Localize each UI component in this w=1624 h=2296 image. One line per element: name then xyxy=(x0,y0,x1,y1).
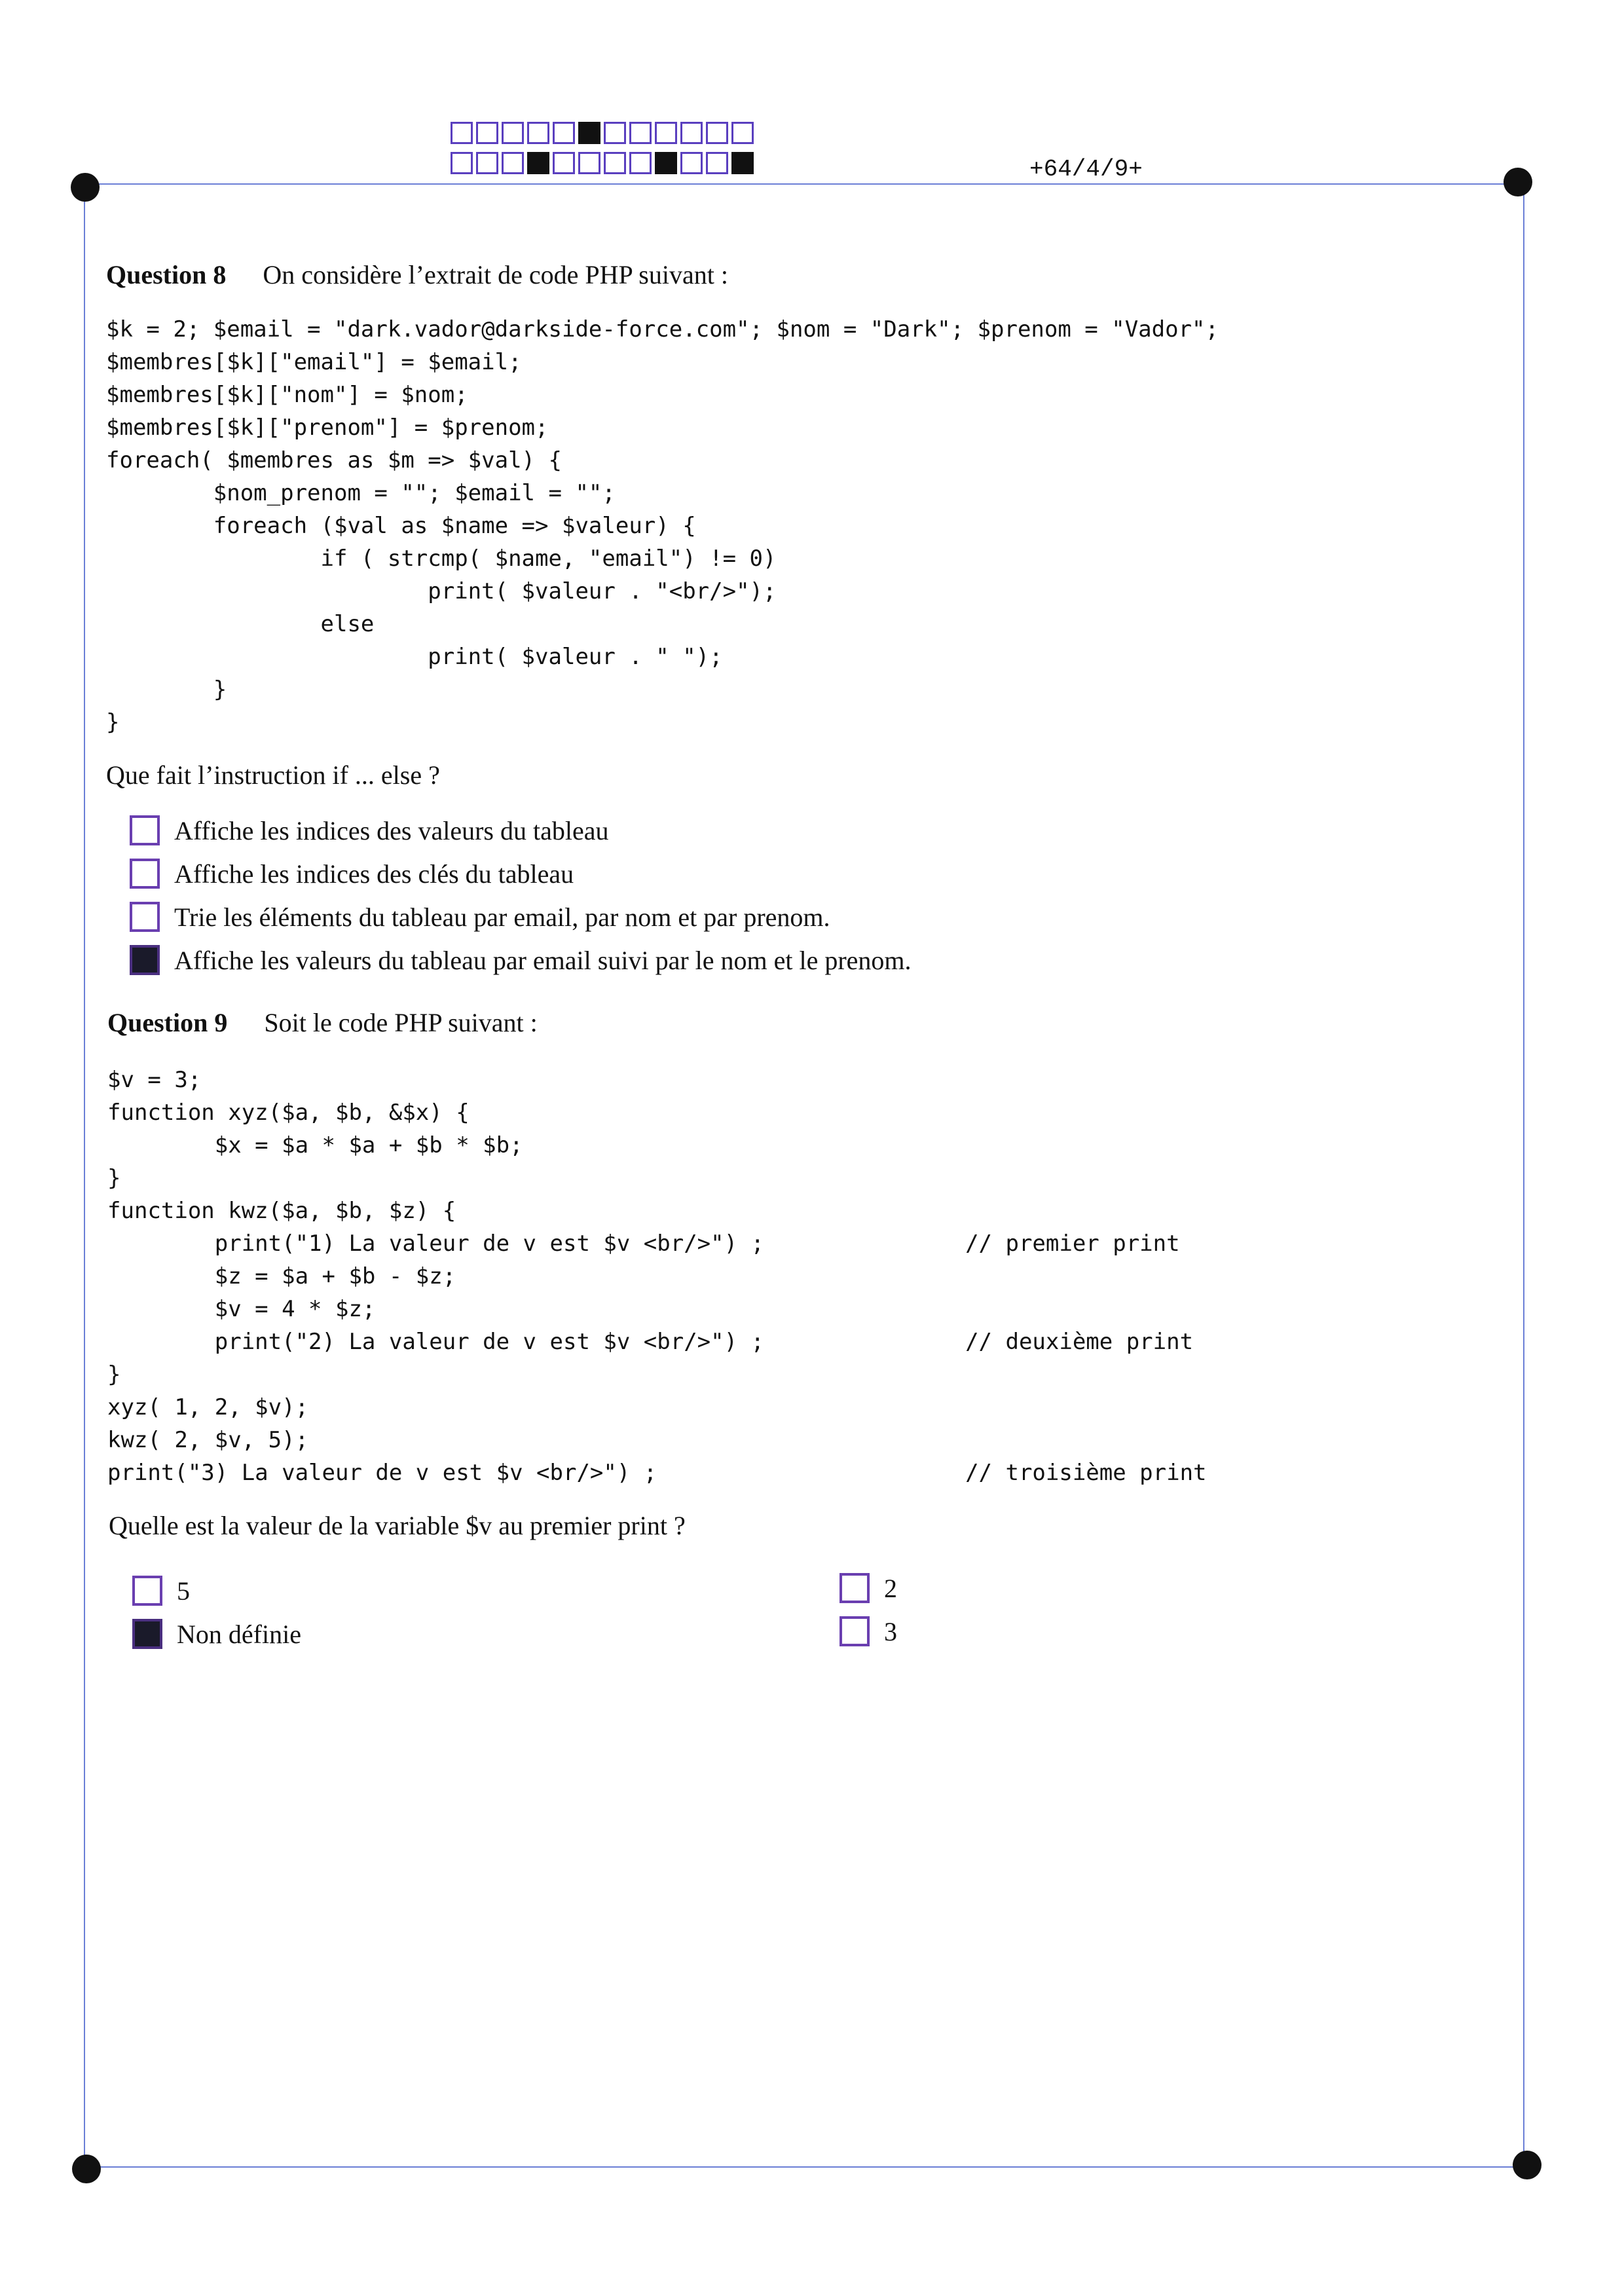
code-bit-box xyxy=(553,122,575,144)
code-bit-box xyxy=(527,122,549,144)
question-label: Question 9 xyxy=(107,1008,228,1037)
code-bit-box xyxy=(629,152,652,174)
question-label: Question 8 xyxy=(106,260,227,289)
code-row-2 xyxy=(451,152,757,178)
question-9-header xyxy=(107,1007,538,1038)
checked-checkbox[interactable] xyxy=(132,1619,162,1649)
code-bit-box xyxy=(578,152,600,174)
answer-label: 5 xyxy=(177,1576,190,1606)
answer-option[interactable] xyxy=(130,938,912,982)
answer-label: Affiche les valeurs du tableau par email suivi par le nom et le prenom. xyxy=(174,945,912,975)
answer-option[interactable] xyxy=(132,1569,301,1612)
question-8-answers xyxy=(130,809,912,982)
answer-label: 2 xyxy=(884,1573,897,1603)
code-row-1 xyxy=(451,122,757,148)
question-9-prompt: Quelle est la valeur de la variable $v au premier print ? xyxy=(109,1511,686,1540)
code-bit-box xyxy=(451,152,473,174)
answer-option[interactable] xyxy=(130,895,912,938)
answer-option[interactable] xyxy=(130,852,912,895)
answer-label: Affiche les indices des clés du tableau xyxy=(174,859,574,889)
question-8-header xyxy=(106,259,728,290)
checkbox[interactable] xyxy=(130,859,160,889)
corner-mark-bottom-right xyxy=(1513,2151,1541,2179)
corner-mark-bottom-left xyxy=(72,2155,101,2183)
question-8-prompt: Que fait l’instruction if ... else ? xyxy=(106,760,440,790)
checkbox[interactable] xyxy=(840,1616,870,1646)
code-bit-box xyxy=(578,122,600,144)
code-bit-box xyxy=(706,152,728,174)
code-bit-box xyxy=(553,152,575,174)
code-block-q8: $k = 2; $email = "dark.vador@darkside-force.com"; $nom = "Dark"; $prenom = "Vador"; $membres[$k]["email"] = $email; $membres[$k]["nom"] = $nom; $membres[$k]["prenom"] = $prenom; foreach( $membres as $m => $val) { $nom_prenom = ""; $email = ""; foreach ($val as $name => $valeur) { if ( strcmp( $name, "email") != 0) print( $valeur . "<br/>"); else print( $valeur . " "); } } xyxy=(106,316,1219,735)
answer-option[interactable] xyxy=(840,1610,897,1653)
checked-checkbox[interactable] xyxy=(130,945,160,975)
code-bit-box xyxy=(680,122,703,144)
question-9-answers-left xyxy=(132,1569,301,1656)
code-block-q9: $v = 3; function xyz($a, $b, &$x) { $x = $a * $a + $b * $b; } function kwz($a, $b, $z) { print("1) La valeur de v est $v <br/>") ; // premier print $z = $a + $b - $z; $v = 4 * $z; print("2) La valeur de v est $v <br/>") ; // deuxième print } xyz( 1, 2, $v); kwz( 2, $v, 5); print("3) La valeur de v est $v <br/>") ; // troisième print xyxy=(107,1067,1207,1486)
code-bit-box xyxy=(731,122,754,144)
code-bit-box xyxy=(476,122,498,144)
checkbox[interactable] xyxy=(130,815,160,845)
code-bit-box xyxy=(604,122,626,144)
question-text: Soit le code PHP suivant : xyxy=(264,1008,538,1037)
checkbox[interactable] xyxy=(132,1576,162,1606)
answer-option[interactable] xyxy=(132,1612,301,1656)
code-bit-box xyxy=(629,122,652,144)
question-9-answers-right xyxy=(840,1566,897,1653)
code-bit-box xyxy=(476,152,498,174)
answer-label: Trie les éléments du tableau par email, par nom et par prenom. xyxy=(174,902,830,932)
checkbox[interactable] xyxy=(130,902,160,932)
code-bit-box xyxy=(655,152,677,174)
answer-label: Affiche les indices des valeurs du tableau xyxy=(174,815,609,845)
code-bit-box xyxy=(451,122,473,144)
answer-label: Non définie xyxy=(177,1619,301,1649)
answer-option[interactable] xyxy=(130,809,912,852)
corner-mark-top-left xyxy=(71,173,100,202)
code-bit-box xyxy=(502,152,524,174)
code-bit-box xyxy=(706,122,728,144)
code-bit-box xyxy=(604,152,626,174)
page-id: +64/4/9+ xyxy=(1029,156,1143,183)
checkbox[interactable] xyxy=(840,1573,870,1603)
code-bit-box xyxy=(680,152,703,174)
code-bit-box xyxy=(527,152,549,174)
question-text: On considère l’extrait de code PHP suivant : xyxy=(263,260,728,289)
corner-mark-top-right xyxy=(1504,168,1532,196)
code-bit-box xyxy=(655,122,677,144)
answer-option[interactable] xyxy=(840,1566,897,1610)
answer-label: 3 xyxy=(884,1616,897,1646)
page-code-boxes xyxy=(451,122,757,182)
code-bit-box xyxy=(502,122,524,144)
code-bit-box xyxy=(731,152,754,174)
